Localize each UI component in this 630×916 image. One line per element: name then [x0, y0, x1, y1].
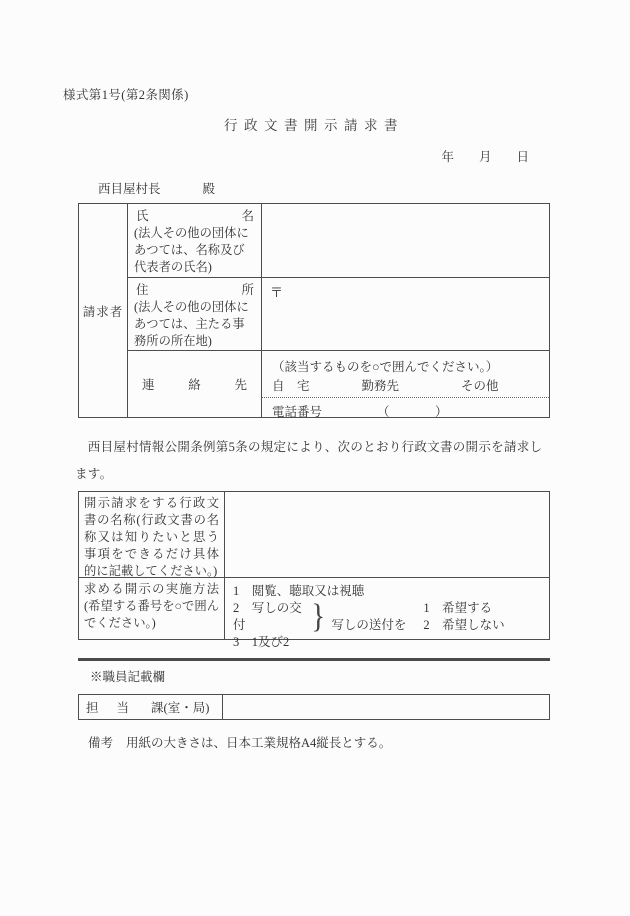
document-name-input-cell[interactable] — [225, 492, 549, 578]
method-option-2: 2 写しの交付 — [233, 601, 302, 632]
contact-option-work: 勤務先 — [361, 379, 400, 393]
phone-input-area[interactable]: （ ） — [377, 405, 450, 419]
request-table — [78, 491, 550, 649]
addressee-line — [98, 179, 555, 197]
method-label-cell: 求める開示の実施方法(希望する番号を○で囲んでください。) — [79, 578, 225, 639]
method-options — [233, 600, 310, 651]
addressee-name: 西目屋村長 — [98, 182, 161, 196]
brace-icon: } — [311, 598, 326, 635]
date-month-label: 月 — [478, 150, 492, 164]
form-number: 様式第1号(第2条関係) — [63, 88, 189, 102]
name-label-cell — [128, 204, 262, 278]
phone-label: 電話番号 — [272, 405, 323, 419]
contact-value-cell — [262, 351, 549, 417]
staff-label-cell: 担 当 課(室・局) — [79, 695, 223, 719]
honorific-label: 殿 — [202, 182, 216, 196]
send-choices — [423, 600, 504, 651]
send-option-1: 1 希望する — [423, 601, 493, 615]
date-day-label: 日 — [516, 150, 529, 164]
name-note: (法人その他の団体にあつては、名称及び代表者の氏名) — [134, 226, 249, 274]
address-label-cell — [128, 278, 262, 351]
section-divider-rule — [78, 658, 550, 661]
contact-label: 連 絡 先 — [142, 378, 247, 392]
remarks-text: 用紙の大きさは、日本工業規格A4縦長とする。 — [126, 736, 392, 750]
contact-label-cell — [128, 351, 262, 417]
request-statement: 西目屋村情報公開条例第5条の規定により、次のとおり行政文書の開示を請求します。 — [75, 440, 543, 481]
document-name-label-cell: 開示請求をする行政文書の名称(行政文書の名称又は知りたいと思う事項をできるだけ具体的に記載してください。) — [79, 492, 225, 578]
form-content — [63, 85, 555, 751]
postal-mark-icon: 〒 — [270, 285, 284, 300]
requester-row-header: 請求者 — [79, 204, 128, 417]
contact-option-other: その他 — [461, 379, 499, 393]
staff-section-heading: ※職員記載欄 — [90, 670, 166, 684]
contact-instruction: （該当するものを○で囲んでください。） — [272, 360, 499, 374]
address-input-cell[interactable] — [262, 278, 549, 351]
date-year-label: 年 — [441, 150, 454, 164]
contact-options — [262, 376, 549, 394]
method-copy-cluster — [233, 600, 549, 651]
method-option-3: 3 1及び2 — [233, 635, 290, 649]
address-label: 住 所 — [136, 283, 254, 297]
page-title: 行政文書開示請求書 — [224, 118, 404, 133]
address-note: (法人その他の団体にあつては、主たる事務所の所在地) — [134, 300, 249, 348]
date-line — [78, 147, 550, 165]
contact-option-home: 自 宅 — [272, 379, 310, 393]
dotted-divider — [262, 397, 549, 398]
send-label: 写しの送付を — [331, 618, 407, 632]
staff-table — [78, 694, 550, 720]
requester-table — [78, 203, 550, 418]
method-option-1: 1 閲覧、聴取又は視聴 — [233, 584, 365, 598]
remarks-line — [88, 733, 555, 751]
name-label: 氏 名 — [136, 209, 254, 223]
send-option-2: 2 希望しない — [423, 618, 505, 632]
method-value-cell — [225, 578, 549, 649]
staff-input-cell[interactable] — [223, 695, 549, 719]
remarks-label: 備考 — [88, 736, 114, 750]
name-input-cell[interactable] — [262, 204, 549, 278]
phone-row — [262, 402, 549, 420]
